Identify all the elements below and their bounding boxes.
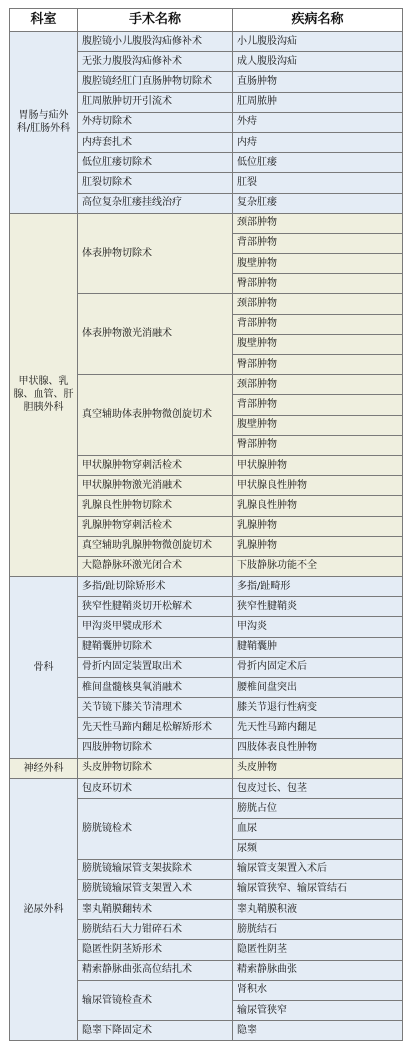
surgery-name-cell: 头皮肿物切除术	[78, 758, 233, 778]
disease-name-cell: 成人腹股沟疝	[233, 52, 403, 72]
disease-name-cell: 直肠肿物	[233, 72, 403, 92]
table-row	[10, 32, 403, 52]
surgery-name-cell: 乳腺良性肿物切除术	[78, 496, 233, 516]
disease-name-cell: 血尿	[233, 819, 403, 839]
disease-name-cell: 输尿管狭窄	[233, 1001, 403, 1021]
disease-name-cell: 四肢体表良性肿物	[233, 738, 403, 758]
surgery-disease-table-container	[9, 8, 402, 1041]
surgery-name-cell: 高位复杂肛瘘挂线治疗	[78, 193, 233, 213]
disease-name-cell: 小儿腹股沟疝	[233, 32, 403, 52]
surgery-name-cell: 骨折内固定装置取出术	[78, 657, 233, 677]
surgery-name-cell: 无张力腹股沟疝修补术	[78, 52, 233, 72]
disease-name-cell: 输尿管支架置入术后	[233, 859, 403, 879]
disease-name-cell: 下肢静脉功能不全	[233, 556, 403, 576]
disease-name-cell: 低位肛瘘	[233, 153, 403, 173]
table-row	[10, 778, 403, 798]
surgery-name-cell: 甲沟炎甲襞成形术	[78, 617, 233, 637]
table-row	[10, 758, 403, 778]
surgery-name-cell: 体表肿物切除术	[78, 213, 233, 294]
table-body	[10, 32, 403, 1041]
disease-name-cell: 膀胱结石	[233, 920, 403, 940]
disease-name-cell: 睾丸鞘膜积液	[233, 900, 403, 920]
header-surgery: 手术名称	[78, 9, 233, 32]
disease-name-cell: 头皮肿物	[233, 758, 403, 778]
disease-name-cell: 颈部肿物	[233, 294, 403, 314]
disease-name-cell: 肛周脓肿	[233, 92, 403, 112]
disease-name-cell: 肛裂	[233, 173, 403, 193]
disease-name-cell: 隐匿性阴茎	[233, 940, 403, 960]
surgery-name-cell: 乳腺肿物穿刺活检术	[78, 516, 233, 536]
disease-name-cell: 腰椎间盘突出	[233, 678, 403, 698]
surgery-name-cell: 膀胱镜检术	[78, 799, 233, 860]
disease-name-cell: 臀部肿物	[233, 435, 403, 455]
table-row	[10, 577, 403, 597]
surgery-name-cell: 甲状腺肿物穿刺活检术	[78, 455, 233, 475]
disease-name-cell: 狭窄性腱鞘炎	[233, 597, 403, 617]
surgery-name-cell: 体表肿物激光消融术	[78, 294, 233, 375]
surgery-name-cell: 输尿管镜检查术	[78, 980, 233, 1020]
surgery-name-cell: 内痔套扎术	[78, 132, 233, 152]
disease-name-cell: 膀胱占位	[233, 799, 403, 819]
surgery-name-cell: 多指/趾切除矫形术	[78, 577, 233, 597]
disease-name-cell: 输尿管狭窄、输尿管结石	[233, 879, 403, 899]
header-row	[10, 9, 403, 32]
disease-name-cell: 精索静脉曲张	[233, 960, 403, 980]
surgery-name-cell: 膀胱镜输尿管支架拔除术	[78, 859, 233, 879]
disease-name-cell: 臀部肿物	[233, 274, 403, 294]
disease-name-cell: 肾积水	[233, 980, 403, 1000]
surgery-name-cell: 甲状腺肿物激光消融术	[78, 476, 233, 496]
surgery-name-cell: 包皮环切术	[78, 778, 233, 798]
surgery-name-cell: 膀胱镜输尿管支架置入术	[78, 879, 233, 899]
disease-name-cell: 背部肿物	[233, 233, 403, 253]
disease-name-cell: 臀部肿物	[233, 355, 403, 375]
surgery-disease-table	[9, 8, 403, 1041]
surgery-name-cell: 真空辅助乳腺肿物微创旋切术	[78, 536, 233, 556]
disease-name-cell: 乳腺良性肿物	[233, 496, 403, 516]
department-cell: 胃肠与疝外科/肛肠外科	[10, 32, 78, 214]
department-cell: 甲状腺、乳腺、血管、肝胆胰外科	[10, 213, 78, 576]
disease-name-cell: 乳腺肿物	[233, 516, 403, 536]
disease-name-cell: 包皮过长、包茎	[233, 778, 403, 798]
disease-name-cell: 复杂肛瘘	[233, 193, 403, 213]
header-disease: 疾病名称	[233, 9, 403, 32]
disease-name-cell: 甲状腺肿物	[233, 455, 403, 475]
surgery-name-cell: 四肢肿物切除术	[78, 738, 233, 758]
disease-name-cell: 多指/趾畸形	[233, 577, 403, 597]
department-cell: 神经外科	[10, 758, 78, 778]
disease-name-cell: 甲沟炎	[233, 617, 403, 637]
disease-name-cell: 背部肿物	[233, 314, 403, 334]
surgery-name-cell: 肛裂切除术	[78, 173, 233, 193]
surgery-name-cell: 先天性马蹄内翻足松解矫形术	[78, 718, 233, 738]
disease-name-cell: 骨折内固定术后	[233, 657, 403, 677]
disease-name-cell: 腱鞘囊肿	[233, 637, 403, 657]
disease-name-cell: 先天性马蹄内翻足	[233, 718, 403, 738]
surgery-name-cell: 睾丸鞘膜翻转术	[78, 900, 233, 920]
disease-name-cell: 腹壁肿物	[233, 415, 403, 435]
surgery-name-cell: 低位肛瘘切除术	[78, 153, 233, 173]
disease-name-cell: 内痔	[233, 132, 403, 152]
disease-name-cell: 颈部肿物	[233, 213, 403, 233]
surgery-name-cell: 关节镜下膝关节清理术	[78, 698, 233, 718]
disease-name-cell: 外痔	[233, 112, 403, 132]
surgery-name-cell: 隐睾下降固定术	[78, 1021, 233, 1041]
disease-name-cell: 乳腺肿物	[233, 536, 403, 556]
surgery-name-cell: 腱鞘囊肿切除术	[78, 637, 233, 657]
surgery-name-cell: 腹腔镜小儿腹股沟疝修补术	[78, 32, 233, 52]
surgery-name-cell: 大隐静脉环激光闭合术	[78, 556, 233, 576]
disease-name-cell: 尿频	[233, 839, 403, 859]
disease-name-cell: 甲状腺良性肿物	[233, 476, 403, 496]
surgery-name-cell: 椎间盘髓核臭氧消融术	[78, 678, 233, 698]
disease-name-cell: 膝关节退行性病变	[233, 698, 403, 718]
table-row	[10, 213, 403, 233]
disease-name-cell: 颈部肿物	[233, 375, 403, 395]
surgery-name-cell: 隐匿性阴茎矫形术	[78, 940, 233, 960]
surgery-name-cell: 精索静脉曲张高位结扎术	[78, 960, 233, 980]
surgery-name-cell: 外痔切除术	[78, 112, 233, 132]
surgery-name-cell: 真空辅助体表肿物微创旋切术	[78, 375, 233, 456]
department-cell: 泌尿外科	[10, 778, 78, 1040]
disease-name-cell: 腹壁肿物	[233, 334, 403, 354]
surgery-name-cell: 膀胱结石大力钳碎石术	[78, 920, 233, 940]
disease-name-cell: 背部肿物	[233, 395, 403, 415]
header-department: 科室	[10, 9, 78, 32]
disease-name-cell: 隐睾	[233, 1021, 403, 1041]
surgery-name-cell: 狭窄性腱鞘炎切开松解术	[78, 597, 233, 617]
department-cell: 骨科	[10, 577, 78, 759]
surgery-name-cell: 肛周脓肿切开引流术	[78, 92, 233, 112]
disease-name-cell: 腹壁肿物	[233, 254, 403, 274]
surgery-name-cell: 腹腔镜经肛门直肠肿物切除术	[78, 72, 233, 92]
